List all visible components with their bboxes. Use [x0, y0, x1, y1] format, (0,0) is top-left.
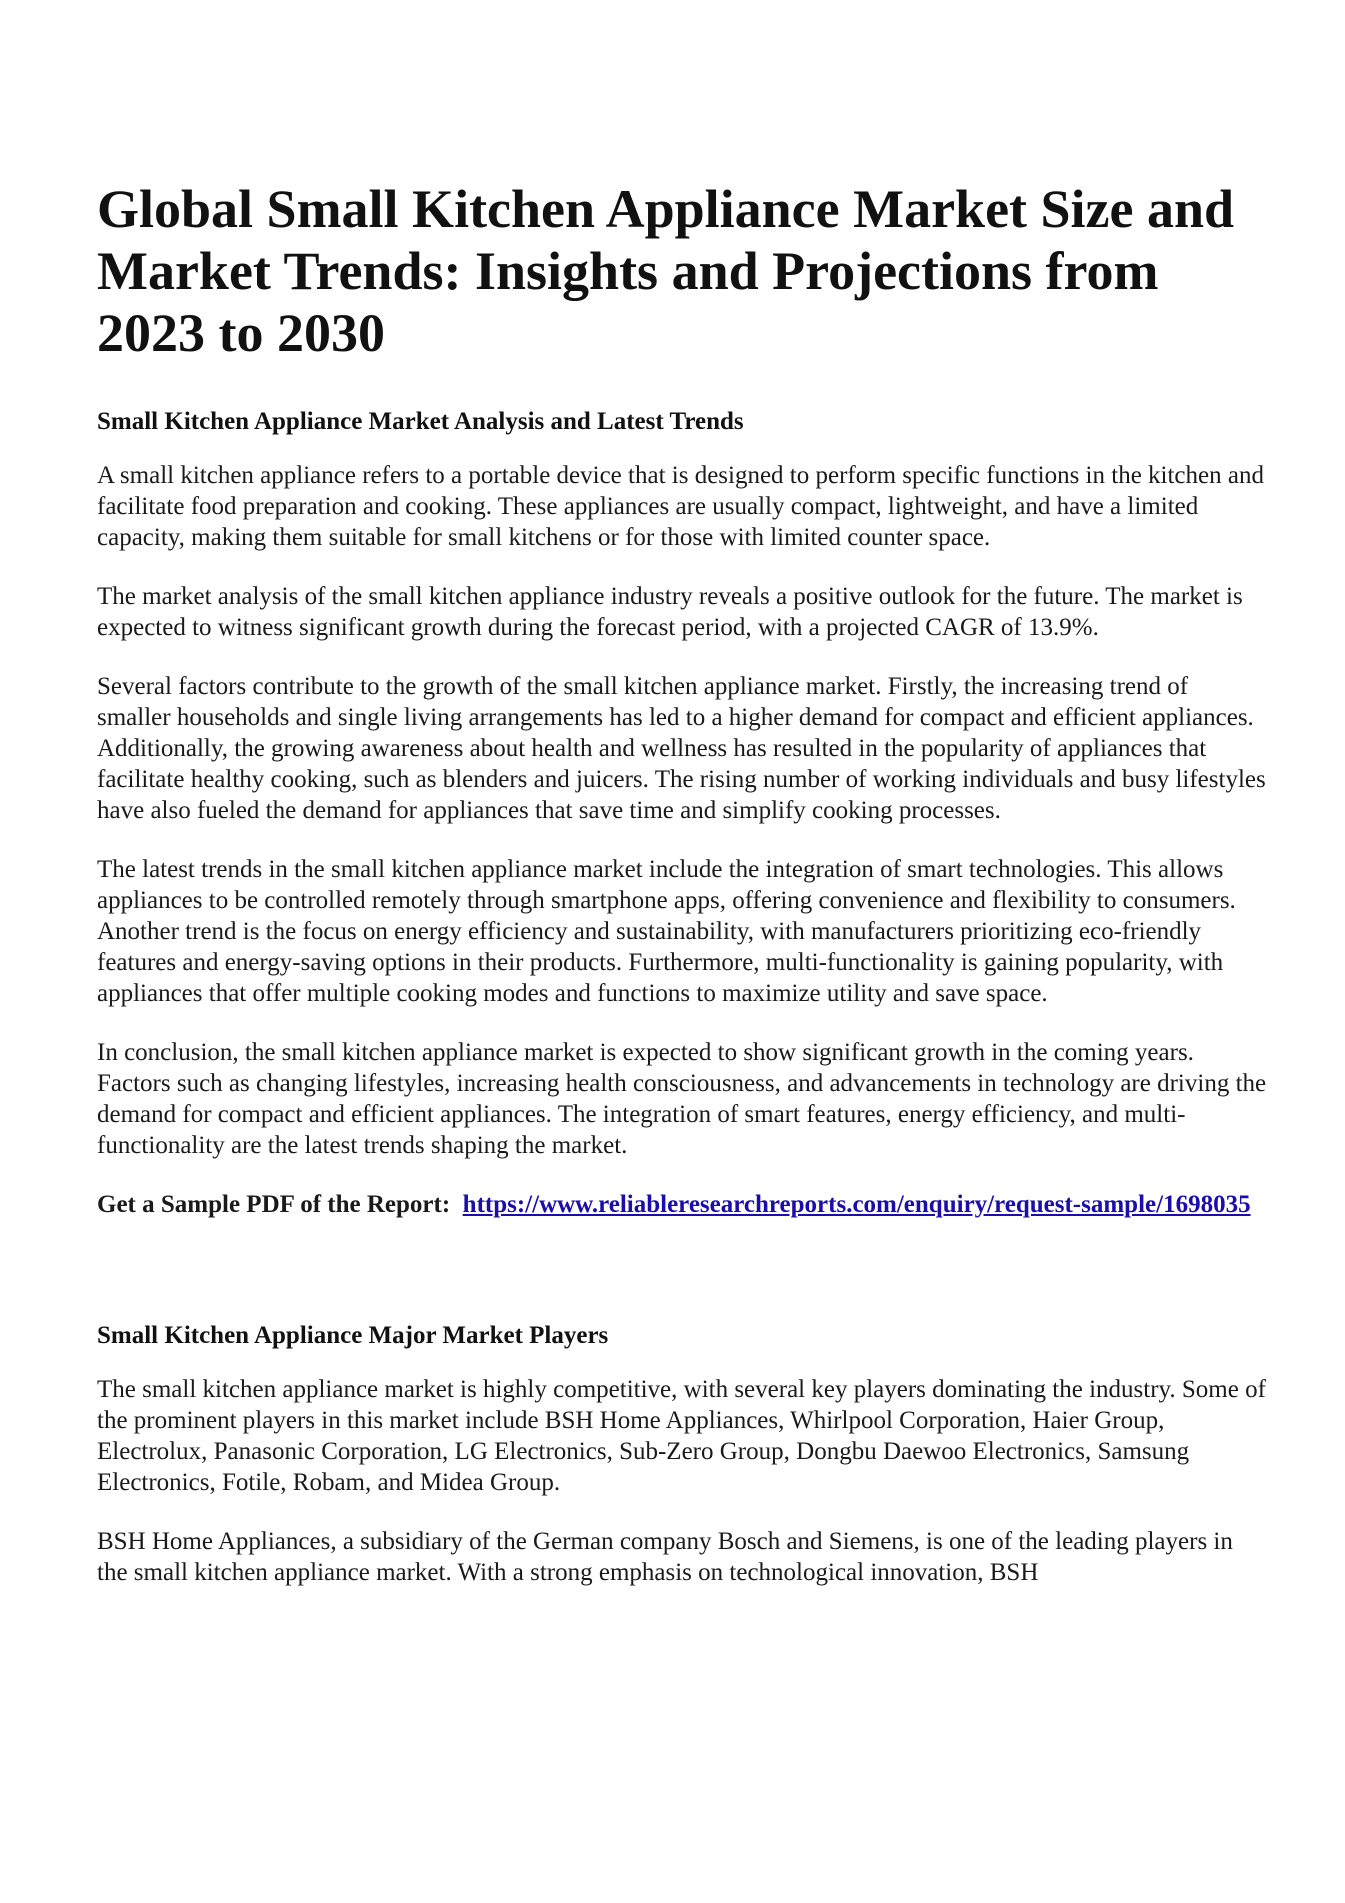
document-page [97, 178, 1267, 1616]
paragraph: In conclusion, the small kitchen appliance market is expected to show significant growth in the coming years. Factors such as changing lifestyles, increasing health consciousness, and advancements in technology are driving the demand for compact and efficient appliances. The integration of smart features, energy efficiency, and multi-functionality are the latest trends shaping the market. [97, 1039, 1267, 1159]
paragraph: The small kitchen appliance market is highly competitive, with several key players dominating the industry. Some of the prominent players in this market include BSH Home Appliances, Whirlpool Corporation, Haier Group, Electrolux, Panasonic Corporation, LG Electronics, Sub-Zero Group, Dongbu Daewoo Electronics, Samsung Electronics, Fotile, Robam, and Midea Group. [97, 1376, 1266, 1496]
page-title: Global Small Kitchen Appliance Market Size and Market Trends: Insights and Projections from 2023 to 2030 [97, 179, 1235, 363]
paragraph: A small kitchen appliance refers to a portable device that is designed to perform specific functions in the kitchen and facilitate food preparation and cooking. These appliances are usually compact, lightweight, and have a limited capacity, making them suitable for small kitchens or for those with limited counter space. [97, 462, 1264, 551]
paragraph: Several factors contribute to the growth of the small kitchen appliance market. Firstly, the increasing trend of smaller households and single living arrangements has led to a higher demand for compact and efficient appliances. Additionally, the growing awareness about health and wellness has resulted in the popularity of appliances that facilitate healthy cooking, such as blenders and juicers. The rising number of working individuals and busy lifestyles have also fueled the demand for appliances that save time and simplify cooking processes. [97, 673, 1266, 824]
paragraph: The latest trends in the small kitchen appliance market include the integration of smart technologies. This allows appliances to be controlled remotely through smartphone apps, offering convenience and flexibility to consumers. Another trend is the focus on energy efficiency and sustainability, with manufacturers prioritizing eco-friendly features and energy-saving options in their products. Furthermore, multi-functionality is gaining popularity, with appliances that offer multiple cooking modes and functions to maximize utility and save space. [97, 856, 1236, 1007]
paragraph: The market analysis of the small kitchen appliance industry reveals a positive outlook for the future. The market is expected to witness significant growth during the forecast period, with a projected CAGR of 13.9%. [97, 583, 1243, 641]
sample-pdf-line [97, 1189, 1267, 1220]
sample-pdf-label: Get a Sample PDF of the Report: [97, 1191, 451, 1218]
sample-pdf-link[interactable]: https://www.reliableresearchreports.com/enquiry/request-sample/1698035 [462, 1191, 1251, 1218]
section-heading-analysis: Small Kitchen Appliance Market Analysis and Latest Trends [97, 408, 744, 435]
paragraph: BSH Home Appliances, a subsidiary of the German company Bosch and Siemens, is one of the leading players in the small kitchen appliance market. With a strong emphasis on technological innovation, BSH [97, 1528, 1233, 1586]
section-heading-players: Small Kitchen Appliance Major Market Players [97, 1322, 609, 1349]
